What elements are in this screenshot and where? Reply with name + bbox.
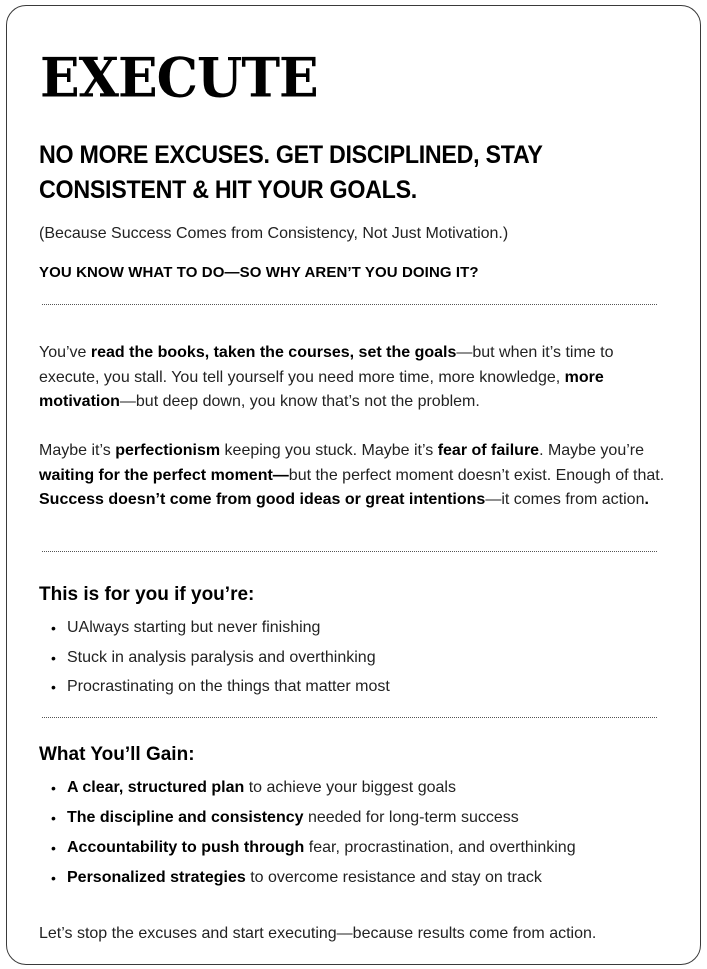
divider (42, 304, 657, 305)
question-heading: YOU KNOW WHAT TO DO—SO WHY AREN’T YOU DOING IT? (39, 264, 479, 281)
bullet-icon: • (51, 679, 56, 695)
list-item: • UAlways starting but never finishing (51, 619, 321, 636)
bullet-icon: • (51, 840, 56, 856)
intro-paragraph-2: Maybe it’s perfectionism keeping you stuck. Maybe it’s fear of failure. Maybe you’re waiting for the perfect moment—but the perfect moment doesn’t exist. Enough of that. Success doesn’t come from good ideas or great intentions—it comes from action. (39, 442, 665, 508)
gain-heading: What You’ll Gain: (39, 744, 195, 765)
divider (42, 717, 657, 718)
headline: NO MORE EXCUSES. GET DISCIPLINED, STAY CONSISTENT & HIT YOUR GOALS. (39, 141, 543, 204)
list-item: • Personalized strategies to overcome resistance and stay on track (51, 869, 542, 886)
for-you-list (39, 618, 679, 697)
subheadline: (Because Success Comes from Consistency, Not Just Motivation.) (39, 225, 509, 242)
bullet-icon: • (51, 620, 56, 636)
page-title: EXECUTE (40, 46, 318, 111)
bullet-icon: • (51, 780, 56, 796)
list-item: • Procrastinating on the things that matter most (51, 678, 390, 695)
bullet-icon: • (51, 810, 56, 826)
list-item: • The discipline and consistency needed for long-term success (51, 809, 519, 826)
list-item: • Stuck in analysis paralysis and overthinking (51, 648, 376, 666)
list-item: • Accountability to push through fear, procrastination, and overthinking (51, 839, 576, 856)
for-you-heading: This is for you if you’re: (39, 584, 255, 605)
divider (42, 551, 657, 552)
bullet-icon: • (51, 870, 56, 886)
gain-list (39, 778, 679, 888)
closing-line: Let’s stop the excuses and start executing—because results come from action. (39, 925, 597, 942)
bullet-icon: • (51, 649, 56, 666)
list-item: • A clear, structured plan to achieve your biggest goals (51, 779, 456, 796)
intro-paragraph-1: You’ve read the books, taken the courses, set the goals—but when it’s time to execute, you stall. You tell yourself you need more time, more knowledge, more motivation—but deep down, you know that’s not the problem. (39, 344, 614, 410)
